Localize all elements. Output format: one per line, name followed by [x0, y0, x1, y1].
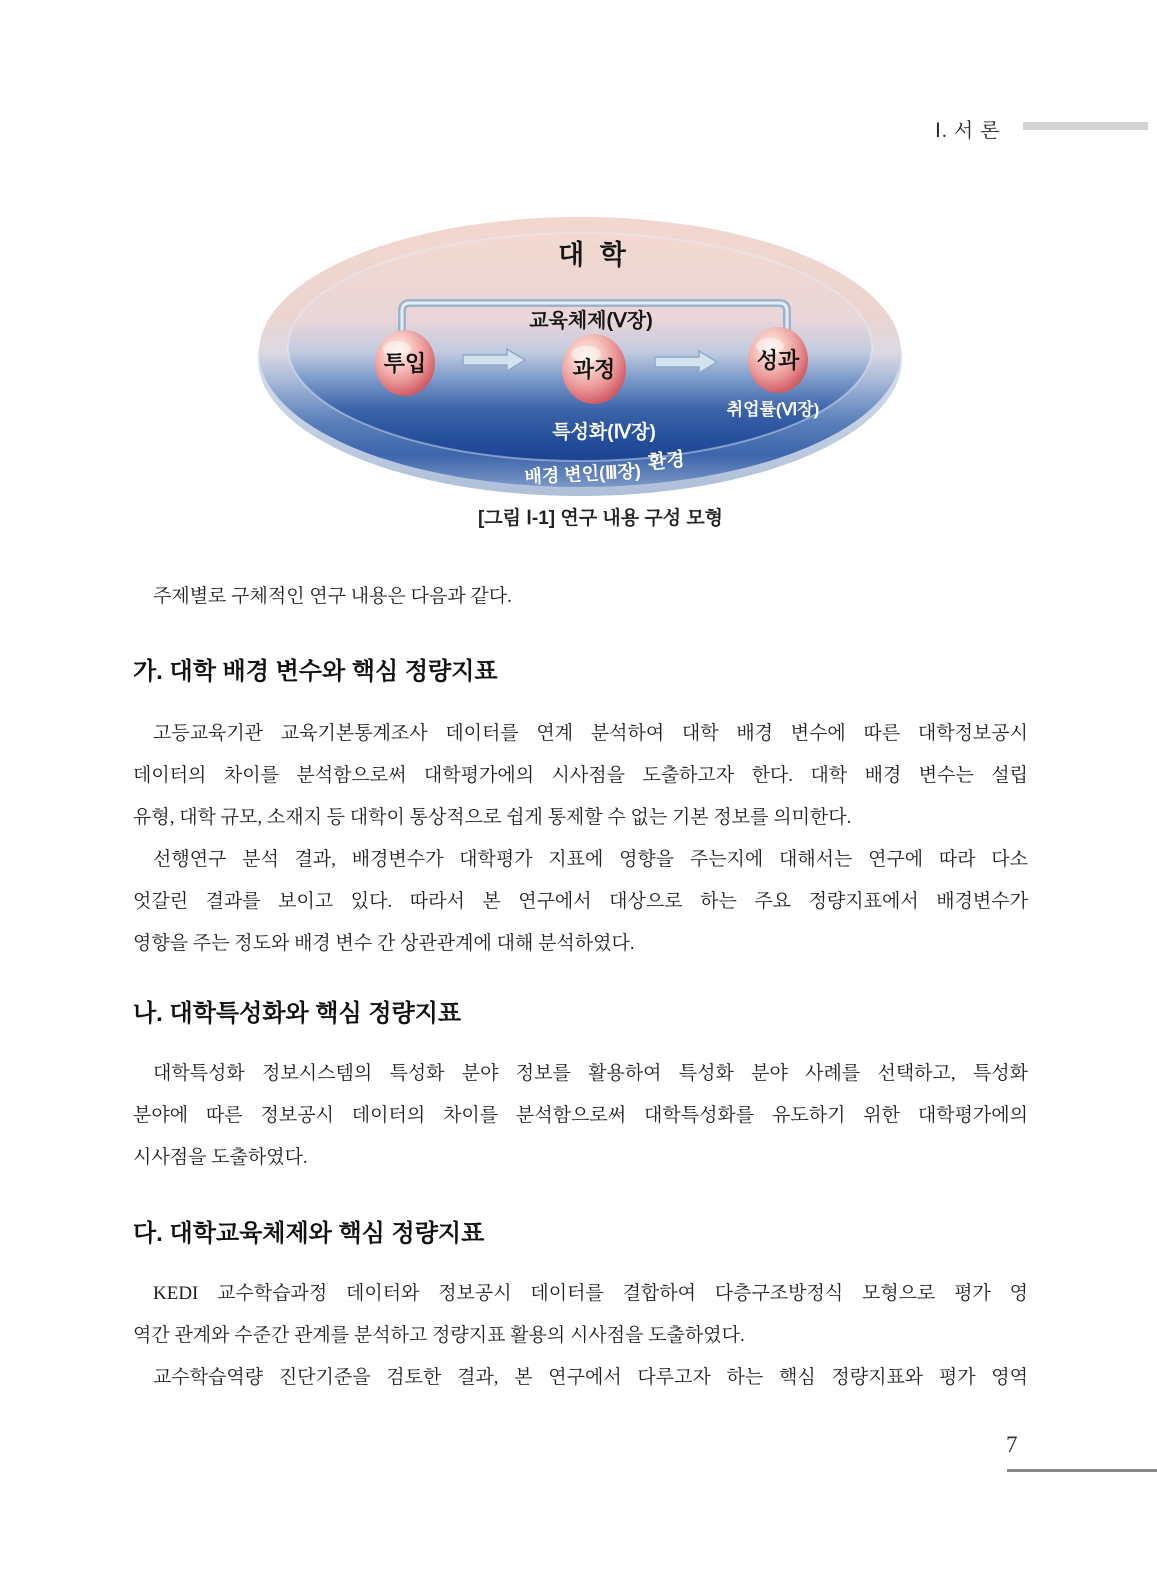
- text-line: 시사점을 도출하였다.: [133, 1147, 308, 1168]
- text-line: 역간 관계와 수준간 관계를 분석하고 정량지표 활용의 시사점을 도출하였다.: [133, 1325, 745, 1346]
- intro-line: 주제별로 구체적인 연구 내용은 다음과 같다.: [153, 586, 512, 607]
- section-ga-paragraphs: [133, 713, 1028, 965]
- text-line: 분야에 따른 정보공시 데이터의 차이를 분석함으로써 대학특성화를 유도하기 위한 대학평가에의: [133, 1105, 1028, 1126]
- text-line: 대학특성화 정보시스템의 특성화 분야 정보를 활용하여 특성화 분야 사례를 선택하고, 특성화: [153, 1063, 1028, 1084]
- label-environment: 환경: [647, 449, 686, 474]
- text-line: 교수학습역량 진단기준을 검토한 결과, 본 연구에서 다루고자 하는 핵심 정량지표와 평가 영역: [153, 1367, 1028, 1388]
- bracket-label: 교육체제(Ⅴ장): [529, 310, 653, 332]
- running-header: Ⅰ. 서 론: [935, 120, 1001, 142]
- section-heading-ga: 가. 대학 배경 변수와 핵심 정량지표: [133, 658, 498, 685]
- text-line: KEDI 교수학습과정 데이터와 정보공시 데이터를 결합하여 다층구조방정식 모형으로 평가 영: [153, 1283, 1028, 1304]
- section-heading-na: 나. 대학특성화와 핵심 정량지표: [133, 1000, 462, 1027]
- text-line: 영향을 주는 정도와 배경 변수 간 상관관계에 대해 분석하였다.: [133, 933, 635, 954]
- section-heading-da: 다. 대학교육체제와 핵심 정량지표: [133, 1220, 485, 1247]
- footer-rule: [1007, 1469, 1157, 1472]
- label-employment: 취업률(Ⅵ장): [726, 400, 820, 419]
- label-specialization: 특성화(Ⅳ장): [552, 422, 656, 443]
- node-outcome-label: 성과: [756, 348, 800, 373]
- node-process-label: 과정: [572, 357, 616, 382]
- research-model-diagram: [256, 208, 904, 500]
- body-content: [133, 576, 1028, 1399]
- text-line: 엇갈린 결과를 보이고 있다. 따라서 본 연구에서 대상으로 하는 주요 정량지표에서 배경변수가: [133, 891, 1028, 912]
- header-decorative-bar: [1023, 122, 1148, 130]
- figure-research-model: [256, 208, 904, 500]
- node-input-label: 투입: [383, 351, 427, 376]
- text-line: 데이터의 차이를 분석함으로써 대학평가에의 시사점을 도출하고자 한다. 대학 배경 변수는 설립: [133, 765, 1028, 786]
- figure-title: 대 학: [558, 240, 630, 270]
- text-line: 유형, 대학 규모, 소재지 등 대학이 통상적으로 쉽게 통제할 수 없는 기본 정보를 의미한다.: [133, 807, 852, 828]
- page-number: 7: [1006, 1432, 1018, 1457]
- section-na-paragraphs: [133, 1053, 1028, 1179]
- text-line: 고등교육기관 교육기본통계조사 데이터를 연계 분석하여 대학 배경 변수에 따른 대학정보공시: [153, 723, 1028, 744]
- figure-caption: [그림 Ⅰ-1] 연구 내용 구성 모형: [477, 508, 724, 529]
- text-line: 선행연구 분석 결과, 배경변수가 대학평가 지표에 영향을 주는지에 대해서는 연구에 따라 다소: [153, 849, 1028, 870]
- label-background: 배경 변인(Ⅲ장): [524, 460, 642, 488]
- section-da-paragraphs: [133, 1273, 1028, 1399]
